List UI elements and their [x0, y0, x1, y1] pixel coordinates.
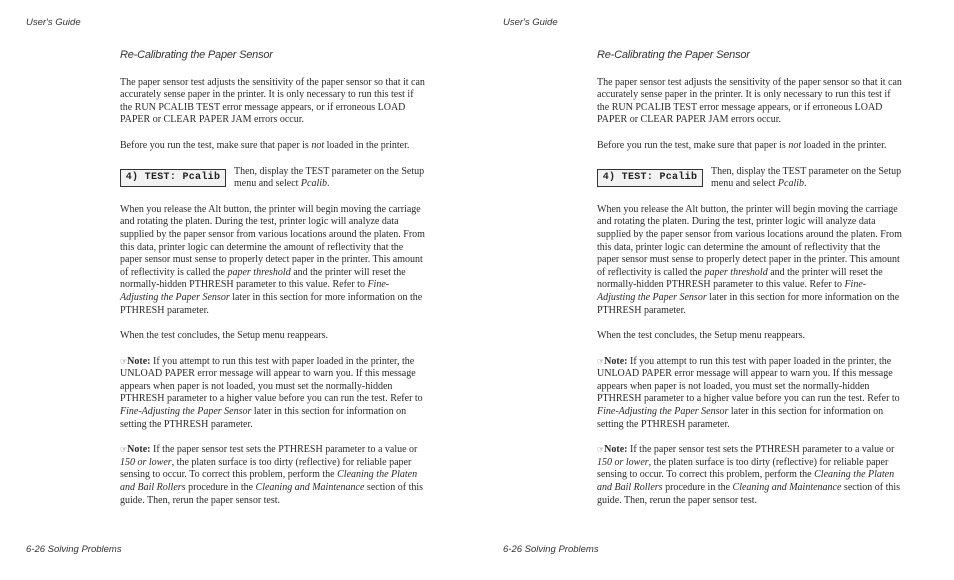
running-footer: 6-26 Solving Problems	[26, 544, 122, 555]
pointing-hand-icon: ☞	[120, 356, 128, 366]
precondition-paragraph: Before you run the test, make sure that paper is not loaded in the printer.	[120, 139, 410, 151]
section-title: Re-Calibrating the Paper Sensor	[120, 49, 273, 61]
note-unload-paper: ☞Note: If you attempt to run this test with paper loaded in the printer, the UNLOAD PAPER error message will appear to warn you. If this message appears when paper is not loaded, you must set the normally-hidden PTHRESH parameter to a higher value before you can run the test. Refer to Fine-Adjusting the Paper Sensor later in this section for information on setting the PTHRESH parameter.	[597, 355, 900, 430]
test-description-paragraph: When you release the Alt button, the printer will begin moving the carriage and rotating the platen. During the test, printer logic will analyze data supplied by the paper sensor from various locations around the platen. From this data, printer logic can determine the amount of reflectivity that the paper sensor must sense to properly detect paper in the printer. This amount of reflectivity is called the paper threshold and the printer will reset the normally-hidden PTHRESH parameter to this value. Refer to Fine-Adjusting the Paper Sensor later in this section for more information on the PTHRESH parameter.	[120, 203, 425, 316]
pointing-hand-icon: ☞	[597, 445, 605, 455]
right-page	[477, 0, 954, 580]
precondition-paragraph: Before you run the test, make sure that paper is not loaded in the printer.	[597, 139, 887, 151]
lcd-display: 4) TEST: Pcalib	[597, 169, 703, 188]
section-title: Re-Calibrating the Paper Sensor	[597, 49, 750, 61]
intro-paragraph: The paper sensor test adjusts the sensitivity of the paper sensor so that it can accurately sense paper in the printer. It is only necessary to run this test if the RUN PCALIB TEST error message appears, or if erroneous LOAD PAPER or CLEAR PAPER JAM errors occur.	[597, 76, 902, 126]
pointing-hand-icon: ☞	[597, 356, 605, 366]
intro-paragraph: The paper sensor test adjusts the sensitivity of the paper sensor so that it can accurately sense paper in the printer. It is only necessary to run this test if the RUN PCALIB TEST error message appears, or if erroneous LOAD PAPER or CLEAR PAPER JAM errors occur.	[120, 76, 425, 126]
lcd-step	[597, 166, 902, 191]
conclusion-paragraph: When the test concludes, the Setup menu reappears.	[597, 330, 805, 342]
note-dirty-platen: ☞Note: If the paper sensor test sets the PTHRESH parameter to a value or 150 or lower, the platen surface is too dirty (reflective) for reliable paper sensing to occur. To correct this problem, perform the Cleaning the Platen and Bail Rollers procedure in the Cleaning and Maintenance section of this guide. Then, rerun the paper sensor test.	[597, 444, 901, 506]
running-header: User's Guide	[503, 17, 558, 28]
lcd-instruction: Then, display the TEST parameter on the Setup menu and select Pcalib.	[711, 165, 902, 190]
test-description-paragraph: When you release the Alt button, the printer will begin moving the carriage and rotating the platen. During the test, printer logic will analyze data supplied by the paper sensor from various locations around the platen. From this data, printer logic can determine the amount of reflectivity that the paper sensor must sense to properly detect paper in the printer. This amount of reflectivity is called the paper threshold and the printer will reset the normally-hidden PTHRESH parameter to this value. Refer to Fine-Adjusting the Paper Sensor later in this section for more information on the PTHRESH parameter.	[597, 203, 902, 316]
pointing-hand-icon: ☞	[120, 445, 128, 455]
running-header: User's Guide	[26, 17, 81, 28]
running-footer: 6-26 Solving Problems	[503, 544, 599, 555]
note-unload-paper: ☞Note: If you attempt to run this test with paper loaded in the printer, the UNLOAD PAPER error message will appear to warn you. If this message appears when paper is not loaded, you must set the normally-hidden PTHRESH parameter to a higher value before you can run the test. Refer to Fine-Adjusting the Paper Sensor later in this section for information on setting the PTHRESH parameter.	[120, 355, 423, 430]
note-dirty-platen: ☞Note: If the paper sensor test sets the PTHRESH parameter to a value or 150 or lower, the platen surface is too dirty (reflective) for reliable paper sensing to occur. To correct this problem, perform the Cleaning the Platen and Bail Rollers procedure in the Cleaning and Maintenance section of this guide. Then, rerun the paper sensor test.	[120, 444, 424, 506]
lcd-display: 4) TEST: Pcalib	[120, 169, 226, 188]
page-body	[597, 49, 902, 520]
page-body	[120, 49, 425, 520]
lcd-instruction: Then, display the TEST parameter on the Setup menu and select Pcalib.	[234, 165, 425, 190]
lcd-step	[120, 166, 425, 191]
conclusion-paragraph: When the test concludes, the Setup menu reappears.	[120, 330, 328, 342]
